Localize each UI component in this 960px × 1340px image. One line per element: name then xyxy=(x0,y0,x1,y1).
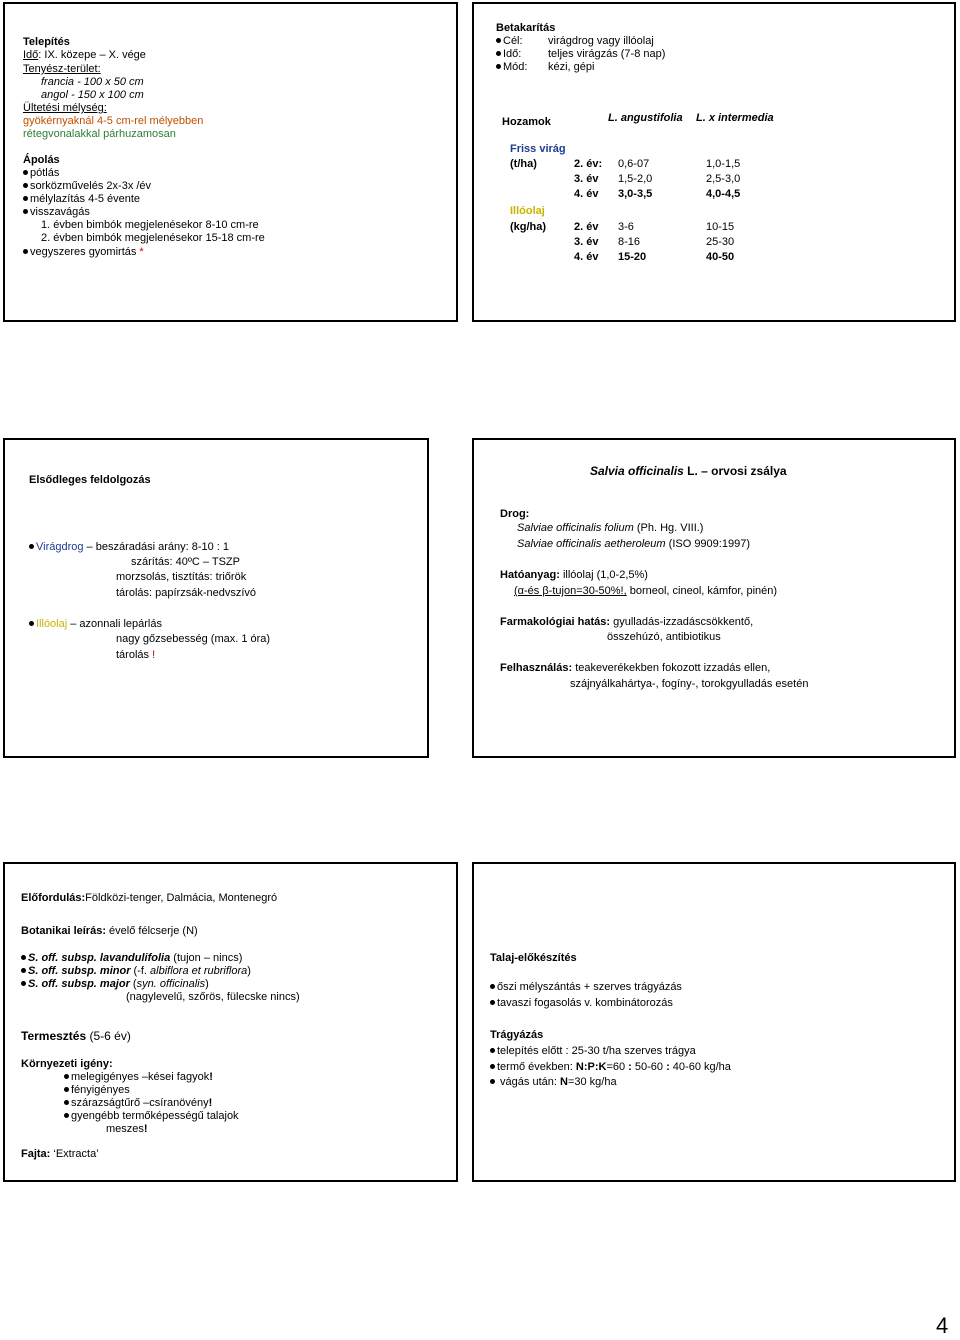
farmakologiai-value: gyulladás-izzadáscsökkentő, xyxy=(610,616,754,628)
viragdrog-line xyxy=(29,541,229,554)
cel-value: virágdrog vagy illóolaj xyxy=(548,35,654,47)
angustifolia-value: 8-16 xyxy=(618,236,641,248)
bullet-melylazitas xyxy=(23,193,140,206)
talaj-text: tavaszi fogasolás v. kombinátorozás xyxy=(497,997,673,1009)
gozsebesseg-line: nagy gőzsebesség (max. 1 óra) xyxy=(116,633,271,645)
felhasznalas-label: Felhasználás: xyxy=(500,662,573,674)
mod-value: kézi, gépi xyxy=(548,61,595,73)
page-number: 4 xyxy=(936,1313,949,1338)
tragya-text: telepítés előtt : 25-30 t/ha szerves trágya xyxy=(497,1045,696,1057)
hatoanyag-value: illóolaj (1,0-2,5%) xyxy=(559,569,648,581)
slide-betakaritas xyxy=(472,2,956,322)
bullet-icon xyxy=(21,955,26,960)
mod-label: Mód: xyxy=(503,61,528,73)
major-description: (nagylevelű, szőrös, fülecske nincs) xyxy=(126,991,300,1003)
igeny-text: gyengébb termőképességű talajok xyxy=(71,1110,239,1122)
illoolaj-label: Illóolaj xyxy=(36,618,68,630)
aetheroleum-ref: (ISO 9909:1997) xyxy=(665,538,750,550)
drog-aetheroleum xyxy=(517,538,750,551)
botanikai-label: Botanikai leírás: xyxy=(21,925,106,937)
igeny-melegigenyes xyxy=(64,1071,213,1084)
heading-salvia xyxy=(590,465,787,478)
termesztes-value: (5-6 év) xyxy=(86,1029,131,1043)
visszavagas-2: 2. évben bimbók megjelenésekor 15-18 cm-re xyxy=(41,232,265,244)
visszavagas-1: 1. évben bimbók megjelenésekor 8-10 cm-re xyxy=(41,219,259,231)
igeny-talajok xyxy=(64,1110,239,1123)
intermedia-value: 2,5-3,0 xyxy=(706,173,741,185)
folium-ref: (Ph. Hg. VIII.) xyxy=(633,522,704,534)
angustifolia-value: 3-6 xyxy=(618,221,634,233)
bullet-icon xyxy=(23,183,28,188)
bullet-sorkozmuveles xyxy=(23,180,151,193)
slide-elsodleges-feldolgozas xyxy=(3,438,429,758)
npk-p: 50-60 xyxy=(631,1061,667,1073)
n-value: =30 kg/ha xyxy=(567,1076,617,1088)
drog-folium xyxy=(517,522,703,535)
intermedia-value: 25-30 xyxy=(706,236,735,248)
year-cell: 2. év: xyxy=(574,158,603,170)
elofordulas-value: Földközi-tenger, Dalmácia, Montenegró xyxy=(85,892,278,904)
subsp-major xyxy=(21,978,209,991)
heading-elsodleges: Elsődleges feldolgozás xyxy=(29,474,151,486)
tragya-text: termő években: xyxy=(497,1061,576,1073)
botanikai-line xyxy=(21,925,198,938)
bullet-icon xyxy=(64,1074,69,1079)
aetheroleum-name: Salviae officinalis aetheroleum xyxy=(517,538,666,550)
bullet-icon xyxy=(29,621,34,626)
ido-label: Idő: xyxy=(503,48,522,60)
viragdrog-text: – beszáradási arány: 8-10 : 1 xyxy=(83,541,230,553)
bullet-icon xyxy=(490,984,495,989)
tenyesz-terulet-label: Tenyész-terület: xyxy=(23,63,101,75)
botanikai-value: évelő félcserje (N) xyxy=(105,925,198,937)
talaj-bullet-1 xyxy=(490,981,682,994)
bullet-mod xyxy=(496,61,595,74)
exclamation-mark: ! xyxy=(209,1071,213,1083)
salvia-common: L. – orvosi zsálya xyxy=(683,464,787,478)
francia-line: francia - 100 x 50 cm xyxy=(41,76,144,88)
intermedia-value: 40-50 xyxy=(706,251,735,263)
asterisk-mark: * xyxy=(136,246,144,258)
tragya-bullet-1 xyxy=(490,1045,696,1058)
igeny-text: fényigényes xyxy=(71,1084,130,1096)
bullet-icon xyxy=(490,1000,495,1005)
angustifolia-value: 15-20 xyxy=(618,251,647,263)
bullet-icon xyxy=(490,1079,495,1084)
exclamation-mark: ! xyxy=(143,1123,148,1135)
subsp-note: (-f. xyxy=(130,965,151,977)
bullet-icon xyxy=(23,170,28,175)
hozamok-label: Hozamok xyxy=(502,116,551,128)
cel-label: Cél: xyxy=(503,35,523,47)
exclamation-mark: ! xyxy=(149,649,156,661)
bullet-text: pótlás xyxy=(30,167,60,179)
talaj-bullet-2 xyxy=(490,997,673,1010)
heading-betakaritas: Betakarítás xyxy=(496,22,556,34)
hatoanyag-detail xyxy=(514,585,777,598)
bullet-icon xyxy=(21,981,26,986)
morzsolas-line: morzsolás, tisztítás: triőrök xyxy=(116,571,247,583)
heading-apolas: Ápolás xyxy=(23,154,60,166)
npk-sep: : xyxy=(628,1061,632,1073)
subsp-forms: albiflora et rubriflora xyxy=(150,965,248,977)
tarolas2-line xyxy=(116,649,155,662)
col-angustifolia: L. angustifolia xyxy=(608,112,683,124)
intermedia-value: 4,0-4,5 xyxy=(706,188,741,200)
npk-n: =60 xyxy=(606,1061,629,1073)
ido-value: : IX. közepe – X. vége xyxy=(38,49,146,61)
bullet-icon xyxy=(21,968,26,973)
igeny-szarazsagturo xyxy=(64,1097,212,1110)
year-cell: 2. év xyxy=(574,221,599,233)
heading-tragyazas: Trágyázás xyxy=(490,1029,544,1041)
bullet-text: vegyszeres gyomirtás xyxy=(30,246,137,258)
slide-botanika xyxy=(3,862,458,1182)
heading-telepites: Telepítés xyxy=(23,36,70,48)
angustifolia-value: 3,0-3,5 xyxy=(618,188,653,200)
ido-line xyxy=(23,49,146,62)
bullet-text: sorközművelés 2x-3x /év xyxy=(30,180,152,192)
illoolaj-text: – azonnali lepárlás xyxy=(67,618,162,630)
felhasznalas-line2: szájnyálkahártya-, fogíny-, torokgyulladás esetén xyxy=(570,678,809,690)
elofordulas-label: Előfordulás: xyxy=(21,892,86,904)
elofordulas-line xyxy=(21,892,277,905)
salvia-latin: Salvia officinalis xyxy=(590,464,684,478)
exclamation-mark: ! xyxy=(208,1097,213,1109)
farmakologiai-line xyxy=(500,616,753,629)
talaj-text: őszi mélyszántás + szerves trágyázás xyxy=(497,981,682,993)
bullet-icon xyxy=(64,1100,69,1105)
subsp-minor xyxy=(21,965,251,978)
col-intermedia: L. x intermedia xyxy=(696,112,774,124)
bullet-icon xyxy=(23,249,28,254)
bullet-visszavagas xyxy=(23,206,90,219)
tarolas2-text: tárolás xyxy=(116,649,150,661)
n-label: N xyxy=(560,1076,568,1088)
illoolaj-label: Illóolaj xyxy=(510,205,545,217)
slide-telepites xyxy=(3,2,458,322)
folium-name: Salviae officinalis folium xyxy=(517,522,634,534)
tha-label: (t/ha) xyxy=(510,158,537,170)
tujon-text: (α-és β-tujon=30-50%!, xyxy=(514,585,627,597)
tarolas-line: tárolás: papírzsák-nedvszívó xyxy=(116,587,257,599)
npk-sep: : xyxy=(666,1061,670,1073)
intermedia-value: 10-15 xyxy=(706,221,735,233)
termesztes-line xyxy=(21,1030,131,1043)
farmakologiai-line2: összehúzó, antibiotikus xyxy=(607,631,721,643)
bullet-icon xyxy=(490,1048,495,1053)
kornyezeti-igeny-label: Környezeti igény: xyxy=(21,1058,113,1070)
slide-agrotechnika xyxy=(472,862,956,1182)
szaritas-line: szárítás: 40ºC – TSZP xyxy=(131,556,240,568)
bullet-icon xyxy=(29,544,34,549)
igeny-text: szárazságtűrő –csíranövény xyxy=(71,1097,209,1109)
angustifolia-value: 0,6-07 xyxy=(618,158,650,170)
bullet-icon xyxy=(64,1087,69,1092)
subsp-name: S. off. subsp. lavandulifolia xyxy=(28,952,171,964)
bullet-icon xyxy=(496,38,501,43)
termesztes-label: Termesztés xyxy=(21,1029,87,1043)
bullet-icon xyxy=(64,1113,69,1118)
drog-label: Drog: xyxy=(500,508,530,520)
year-cell: 3. év xyxy=(574,173,599,185)
fajta-label: Fajta: xyxy=(21,1148,51,1160)
slide-salvia xyxy=(472,438,956,758)
subsp-open: ( xyxy=(129,978,137,990)
fajta-value: ‘Extracta’ xyxy=(50,1148,99,1160)
felhasznalas-value: teakeverékekben fokozott izzadás ellen, xyxy=(572,662,771,674)
bullet-icon xyxy=(496,64,501,69)
igeny-meszes xyxy=(106,1123,148,1136)
npk-k: 40-60 kg/ha xyxy=(669,1061,731,1073)
hatoanyag-rest: borneol, cineol, kámfor, pinén) xyxy=(626,585,778,597)
angustifolia-value: 1,5-2,0 xyxy=(618,173,653,185)
tragya-text: vágás után: xyxy=(497,1076,560,1088)
bullet-text: visszavágás xyxy=(30,206,90,218)
year-cell: 4. év xyxy=(574,188,599,200)
retegvonal-line: rétegvonalakkal párhuzamosan xyxy=(23,128,176,140)
subsp-syn: syn. officinalis xyxy=(136,978,206,990)
igeny-text: melegigényes –kései fagyok xyxy=(71,1071,210,1083)
ido-value: teljes virágzás (7-8 nap) xyxy=(548,48,666,60)
friss-virag-label: Friss virág xyxy=(510,143,566,155)
bullet-icon xyxy=(490,1064,495,1069)
farmakologiai-label: Farmakológiai hatás: xyxy=(500,616,611,628)
tragya-bullet-2 xyxy=(490,1061,731,1074)
viragdrog-label: Virágdrog xyxy=(36,541,84,553)
bullet-icon xyxy=(496,51,501,56)
fajta-line xyxy=(21,1148,99,1161)
intermedia-value: 1,0-1,5 xyxy=(706,158,741,170)
bullet-icon xyxy=(23,209,28,214)
bullet-ido xyxy=(496,48,666,61)
subsp-lavandulifolia xyxy=(21,952,242,965)
igeny-text: meszes xyxy=(106,1123,144,1135)
npk-label: N:P:K xyxy=(575,1061,607,1073)
ultetesi-melyseg-label: Ültetési mélység: xyxy=(23,102,107,114)
subsp-close: ) xyxy=(247,965,251,977)
year-cell: 4. év xyxy=(574,251,599,263)
year-cell: 3. év xyxy=(574,236,599,248)
igeny-fenyigenyes xyxy=(64,1084,130,1097)
illoolaj-line xyxy=(29,618,162,631)
angol-line: angol - 150 x 100 cm xyxy=(41,89,144,101)
heading-talaj-elokeszites: Talaj-előkészítés xyxy=(490,952,577,964)
felhasznalas-line xyxy=(500,662,770,675)
hatoanyag-line xyxy=(500,569,648,582)
kgha-label: (kg/ha) xyxy=(510,221,547,233)
bullet-icon xyxy=(23,196,28,201)
subsp-close: ) xyxy=(205,978,209,990)
bullet-potlas xyxy=(23,167,59,180)
subsp-note: (tujon – nincs) xyxy=(170,952,243,964)
bullet-cel xyxy=(496,35,654,48)
subsp-name: S. off. subsp. minor xyxy=(28,965,131,977)
ido-label: Idő xyxy=(23,49,39,61)
hatoanyag-label: Hatóanyag: xyxy=(500,569,560,581)
bullet-text: mélylazítás 4-5 évente xyxy=(30,193,141,205)
tragya-bullet-3 xyxy=(490,1076,617,1089)
gyokernyak-line: gyökérnyaknál 4-5 cm-rel mélyebben xyxy=(23,115,204,127)
bullet-gyomirtas xyxy=(23,246,144,259)
subsp-name: S. off. subsp. major xyxy=(28,978,130,990)
